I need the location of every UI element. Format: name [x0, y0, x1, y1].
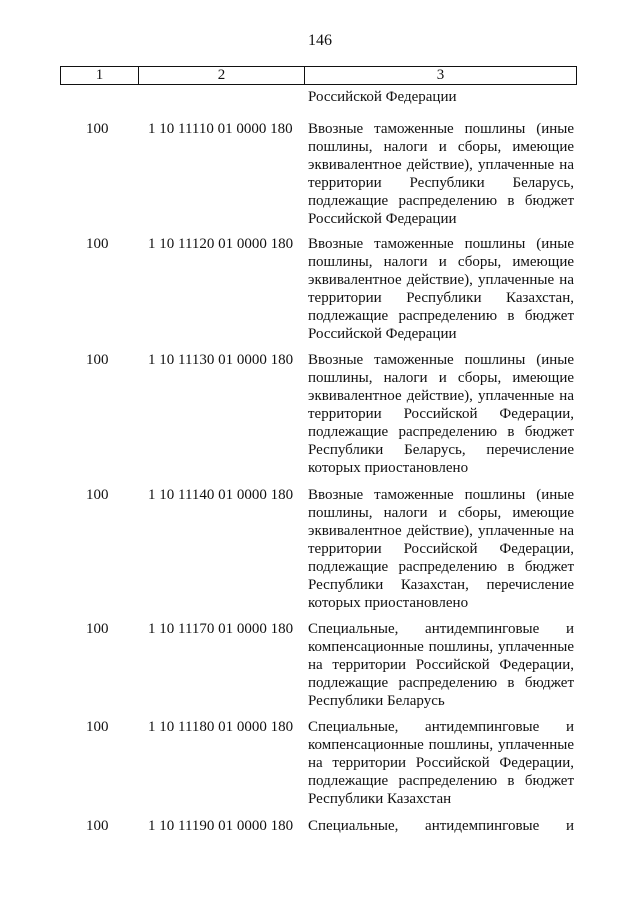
- column-header-1: 1: [61, 67, 139, 84]
- column-header-2: 2: [139, 67, 305, 84]
- row-description: [308, 351, 574, 477]
- admin-code: 100: [86, 719, 109, 735]
- description-line: которых приостановлено: [308, 460, 469, 476]
- row-description: [308, 486, 574, 612]
- budget-code: 1 10 11110 01 0000 180: [148, 121, 293, 137]
- description-line: Республики Беларусь: [308, 693, 445, 709]
- row-description: [308, 120, 574, 228]
- description-line: территории Республики Казахстан,: [308, 290, 574, 306]
- description-line: территории Республики Беларусь,: [308, 175, 574, 191]
- description-line: Ввозные таможенные пошлины (иные: [308, 236, 574, 252]
- row-description: [308, 235, 574, 343]
- description-line: Российской Федерации: [308, 89, 457, 105]
- description-line: Специальные, антидемпинговые и: [308, 719, 574, 735]
- description-line: подлежащие распределению в бюджет: [308, 559, 574, 575]
- description-line: Российской Федерации: [308, 326, 457, 342]
- admin-code: 100: [86, 352, 109, 368]
- budget-code: 1 10 11120 01 0000 180: [148, 236, 294, 252]
- description-line: Ввозные таможенные пошлины (иные: [308, 352, 574, 368]
- description-line: компенсационные пошлины, уплаченные: [308, 737, 574, 753]
- admin-code: 100: [86, 621, 109, 637]
- description-line: на территории Российской Федерации,: [308, 657, 574, 673]
- description-line: на территории Российской Федерации,: [308, 755, 574, 771]
- column-header-3: 3: [436, 67, 445, 83]
- description-line: компенсационные пошлины, уплаченные: [308, 639, 574, 655]
- description-line: территории Российской Федерации,: [308, 406, 574, 422]
- continued-description: [308, 88, 574, 106]
- page-number: 146: [308, 32, 332, 49]
- description-line: эквивалентное действие), уплаченные на: [308, 157, 574, 173]
- description-line: Республики Казахстан: [308, 791, 452, 807]
- description-line: подлежащие распределению в бюджет: [308, 193, 574, 209]
- description-line: Ввозные таможенные пошлины (иные: [308, 121, 574, 137]
- description-line: подлежащие распределению в бюджет: [308, 424, 574, 440]
- budget-code: 1 10 11170 01 0000 180: [148, 621, 294, 637]
- row-description: [308, 718, 574, 808]
- description-line: Российской Федерации: [308, 211, 457, 227]
- budget-code: 1 10 11140 01 0000 180: [148, 487, 294, 503]
- description-line: эквивалентное действие), уплаченные на: [308, 523, 574, 539]
- description-line: территории Российской Федерации,: [308, 541, 574, 557]
- budget-code: 1 10 11130 01 0000 180: [148, 352, 294, 368]
- description-line: эквивалентное действие), уплаченные на: [308, 272, 574, 288]
- admin-code: 100: [86, 818, 109, 834]
- description-line: пошлины, налоги и сборы, имеющие: [308, 254, 574, 270]
- description-line: Республики Беларусь, перечисление: [308, 442, 574, 458]
- admin-code: 100: [86, 121, 109, 137]
- description-line: которых приостановлено: [308, 595, 469, 611]
- description-line: подлежащие распределению в бюджет: [308, 675, 574, 691]
- description-line: подлежащие распределению в бюджет: [308, 773, 574, 789]
- column-header-row: [60, 66, 577, 85]
- description-line: Специальные, антидемпинговые и: [308, 621, 574, 637]
- admin-code: 100: [86, 487, 109, 503]
- description-line: пошлины, налоги и сборы, имеющие: [308, 505, 574, 521]
- description-line: Специальные, антидемпинговые и: [308, 818, 574, 834]
- description-line: эквивалентное действие), уплаченные на: [308, 388, 574, 404]
- budget-code: 1 10 11180 01 0000 180: [148, 719, 294, 735]
- description-line: пошлины, налоги и сборы, имеющие: [308, 139, 574, 155]
- description-line: Ввозные таможенные пошлины (иные: [308, 487, 574, 503]
- description-line: пошлины, налоги и сборы, имеющие: [308, 370, 574, 386]
- row-description: [308, 620, 574, 710]
- description-line: подлежащие распределению в бюджет: [308, 308, 574, 324]
- budget-code: 1 10 11190 01 0000 180: [148, 818, 294, 834]
- description-line: Республики Казахстан, перечисление: [308, 577, 574, 593]
- admin-code: 100: [86, 236, 109, 252]
- row-description: [308, 817, 574, 835]
